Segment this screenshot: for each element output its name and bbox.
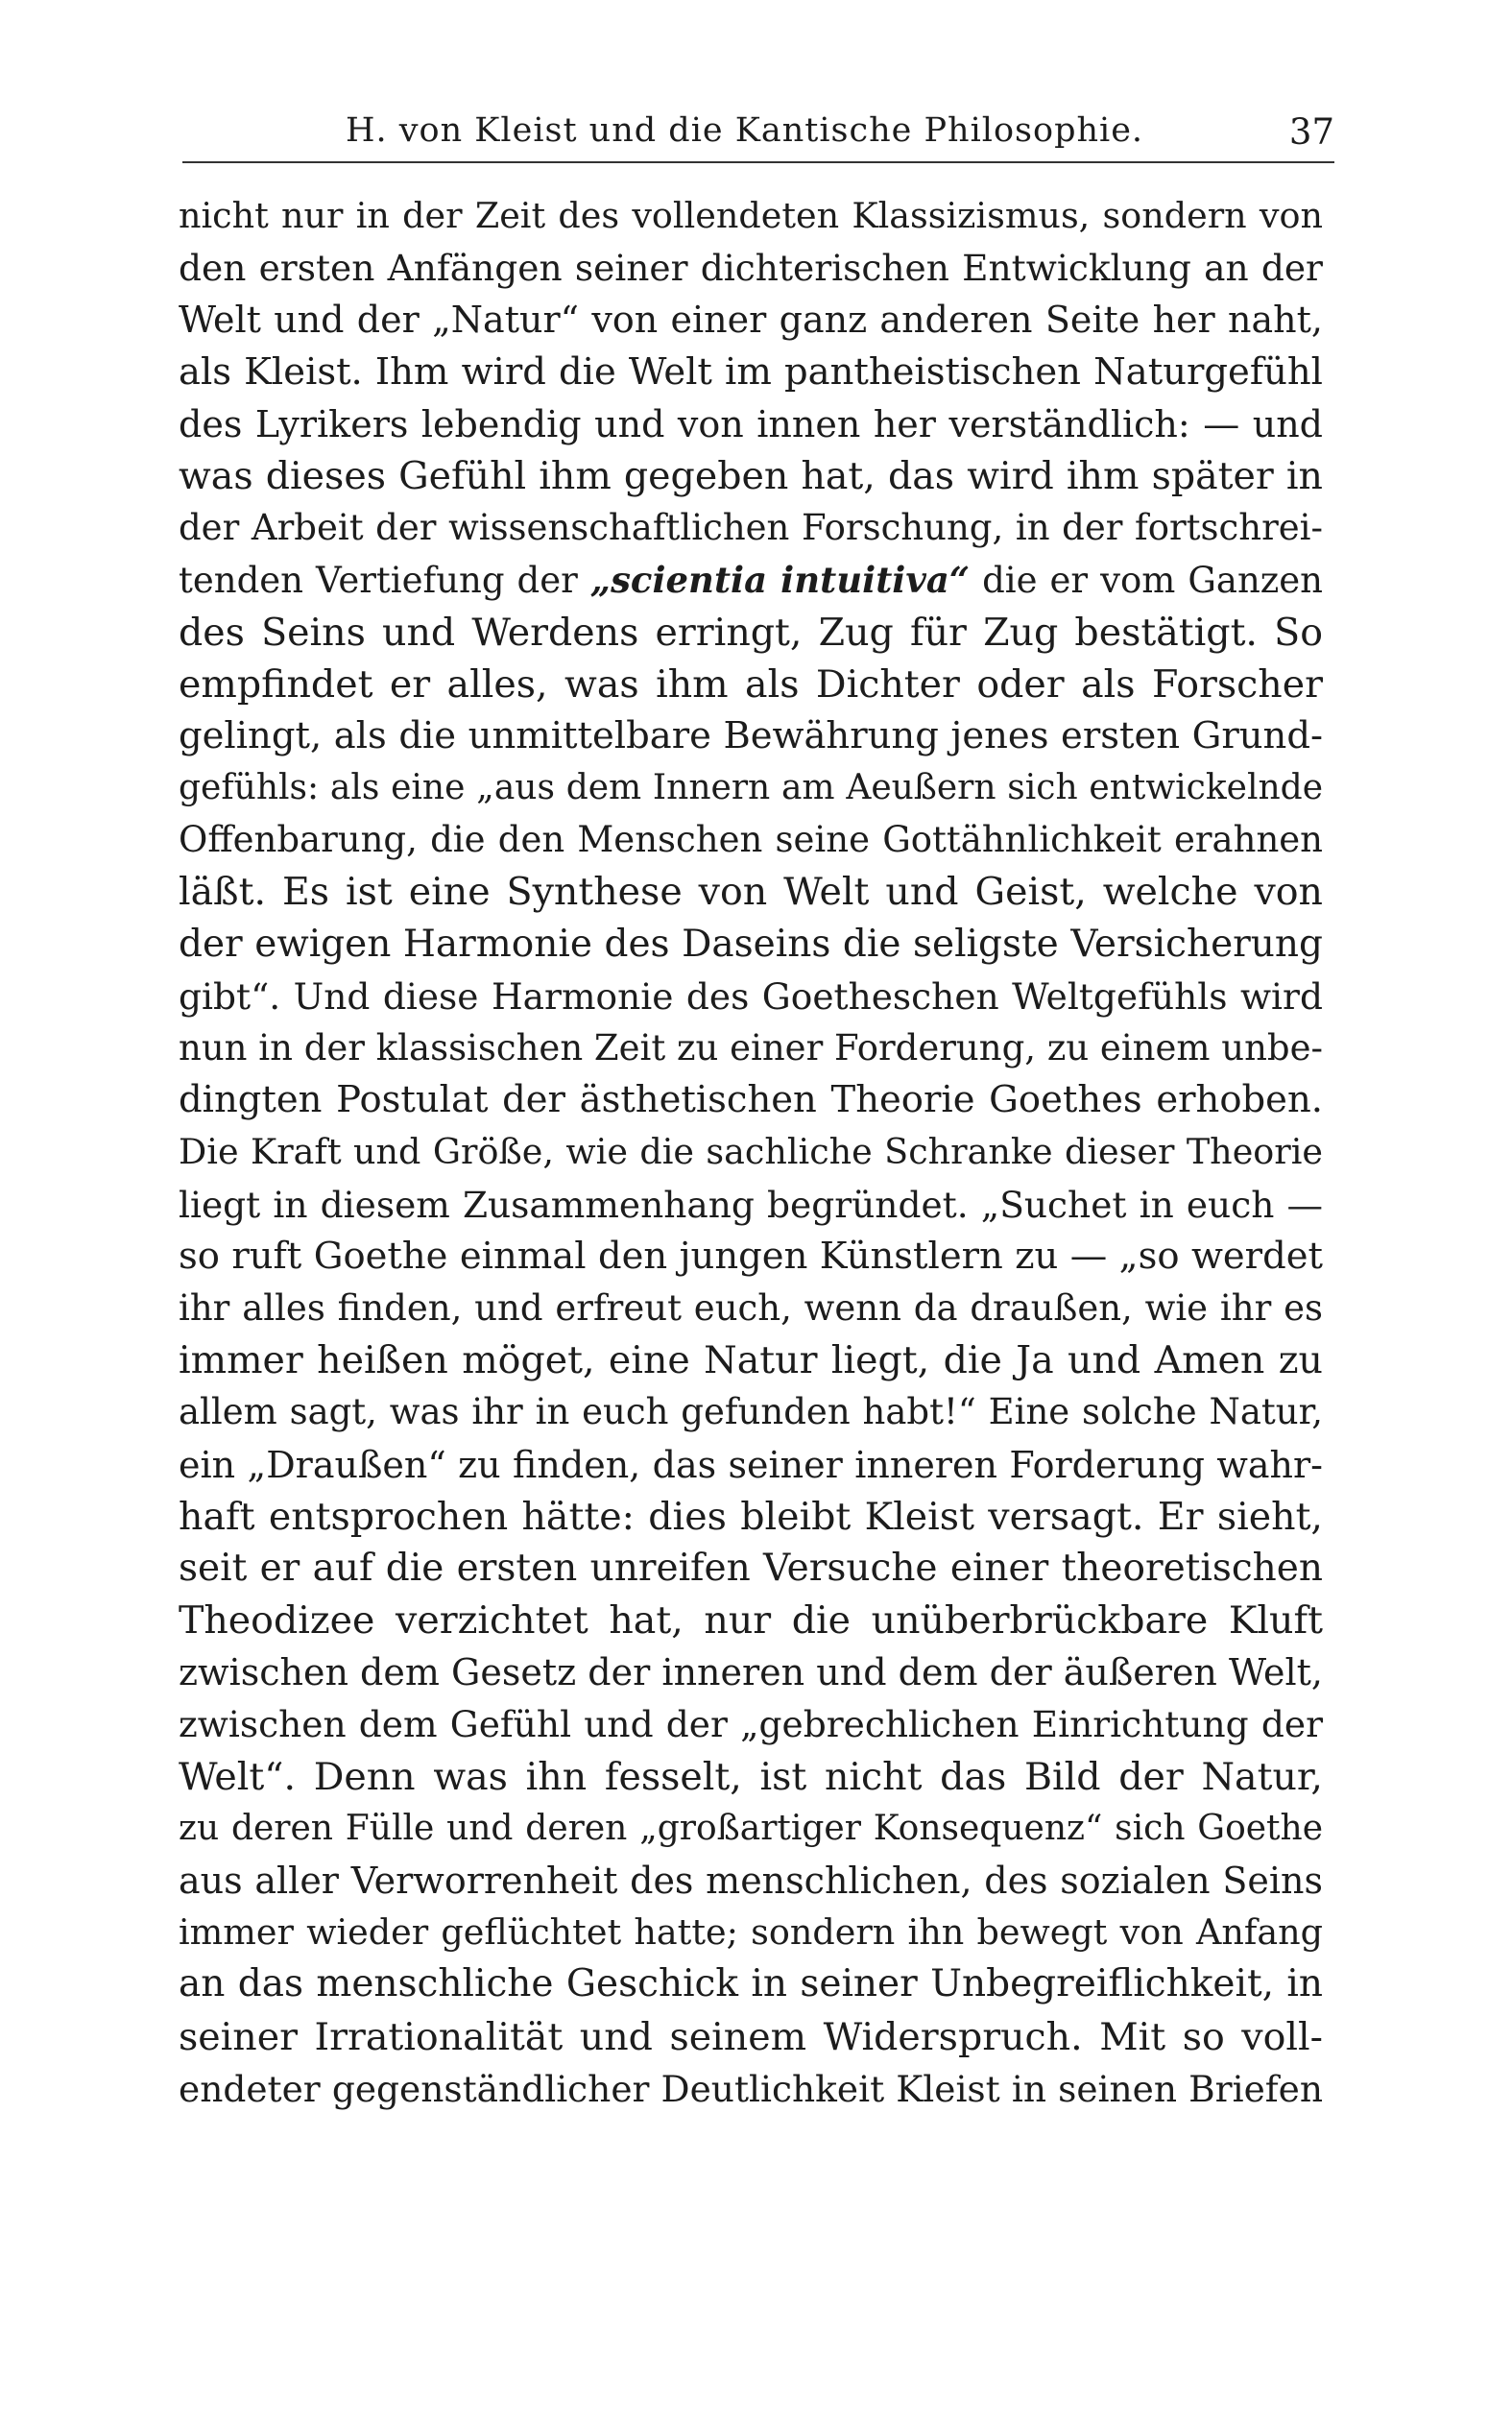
text-line: haft entsprochen hätte: dies bleibt Kleist versagt. Er sieht,: [179, 1494, 1323, 1539]
text-line: Welt und der „Natur“ von einer ganz anderen Seite her naht,: [179, 299, 1323, 342]
text-line: immer heißen möget, eine Natur liegt, die Ja und Amen zu: [179, 1338, 1323, 1383]
text-line: an das menschliche Geschick in seiner Unbegreiflichkeit, in: [179, 1962, 1323, 2006]
running-head: [182, 108, 1334, 163]
text-line: ihr alles finden, und erfreut euch, wenn da draußen, wie ihr es: [179, 1286, 1323, 1329]
text-line: als Kleist. Ihm wird die Welt im pantheistischen Naturgefühl: [179, 349, 1323, 394]
body-text: [179, 190, 1323, 2115]
text-line: gelingt, als die unmittelbare Bewährung jenes ersten Grund-: [179, 713, 1323, 757]
text-line: zu deren Fülle und deren „großartiger Konsequenz“ sich Goethe: [179, 1808, 1323, 1848]
text-line: Welt“. Denn was ihn fesselt, ist nicht das Bild der Natur,: [179, 1754, 1323, 1799]
text-line: empfindet er alles, was ihm als Dichter oder als Forscher: [179, 661, 1323, 707]
text-line: so ruft Goethe einmal den jungen Künstlern zu — „so werdet: [179, 1234, 1323, 1278]
text-line: der Arbeit der wissenschaftlichen Forschung, in der fortschrei-: [179, 507, 1323, 549]
text-line: was dieses Gefühl ihm gegeben hat, das wird ihm später in: [179, 453, 1323, 498]
text-line: läßt. Es ist eine Synthese von Welt und Geist, welche von: [179, 870, 1323, 915]
text-line: nun in der klassischen Zeit zu einer Forderung, zu einem unbe-: [179, 1027, 1323, 1068]
text-line: Offenbarung, die den Menschen seine Gottähnlichkeit erahnen: [179, 819, 1323, 861]
text-line: des Seins und Werdens erringt, Zug für Zug bestätigt. So: [179, 610, 1323, 655]
text-line: dingten Postulat der ästhetischen Theorie Goethes erhoben.: [179, 1078, 1323, 1122]
page-number: 37: [1288, 111, 1334, 153]
text-line: seiner Irrationalität und seinem Widerspruch. Mit so voll-: [179, 2014, 1323, 2059]
text-line: gibt“. Und diese Harmonie des Goetheschen Weltgefühls wird: [179, 974, 1323, 1018]
text-line: ein „Draußen“ zu finden, das seiner inneren Forderung wahr-: [179, 1443, 1323, 1486]
text-line: nicht nur in der Zeit des vollendeten Klassizismus, sondern von: [179, 195, 1323, 236]
text-line: tenden Vertiefung der „scientia intuitiva“ die er vom Ganzen: [179, 559, 1323, 602]
text-line: immer wieder geflüchtet hatte; sondern ihn bewegt von Anfang: [179, 1911, 1323, 1954]
text-line: zwischen dem Gesetz der inneren und dem der äußeren Welt,: [179, 1651, 1323, 1694]
text-line: Die Kraft und Größe, wie die sachliche Schranke dieser Theorie: [179, 1131, 1323, 1173]
text-line: gefühls: als eine „aus dem Innern am Aeußern sich entwickelnde: [179, 768, 1323, 808]
text-line: des Lyrikers lebendig und von innen her verständlich: — und: [179, 402, 1323, 445]
text-line: liegt in diesem Zusammenhang begründet. „Suchet in euch —: [179, 1183, 1323, 1226]
running-title: H. von Kleist und die Kantische Philosophie.: [346, 111, 1144, 150]
text-line: seit er auf die ersten unreifen Versuche einer theoretischen: [179, 1546, 1323, 1590]
text-line: allem sagt, was ihr in euch gefunden habt!“ Eine solche Natur,: [179, 1391, 1323, 1433]
text-line: endeter gegenständlicher Deutlichkeit Kleist in seinen Briefen: [179, 2067, 1323, 2110]
text-line: Theodizee verzichtet hat, nur die unüberbrückbare Kluft: [179, 1598, 1323, 1644]
text-line: den ersten Anfängen seiner dichterischen Entwicklung an der: [179, 247, 1323, 290]
text-line: der ewigen Harmonie des Daseins die seligste Versicherung: [179, 922, 1323, 966]
emphasized-term: „scientia intuitiva“: [589, 559, 971, 602]
text-line: aus aller Verworrenheit des menschlichen, des sozialen Seins: [179, 1860, 1323, 1902]
text-line: zwischen dem Gefühl und der „gebrechlichen Einrichtung der: [179, 1703, 1323, 1746]
